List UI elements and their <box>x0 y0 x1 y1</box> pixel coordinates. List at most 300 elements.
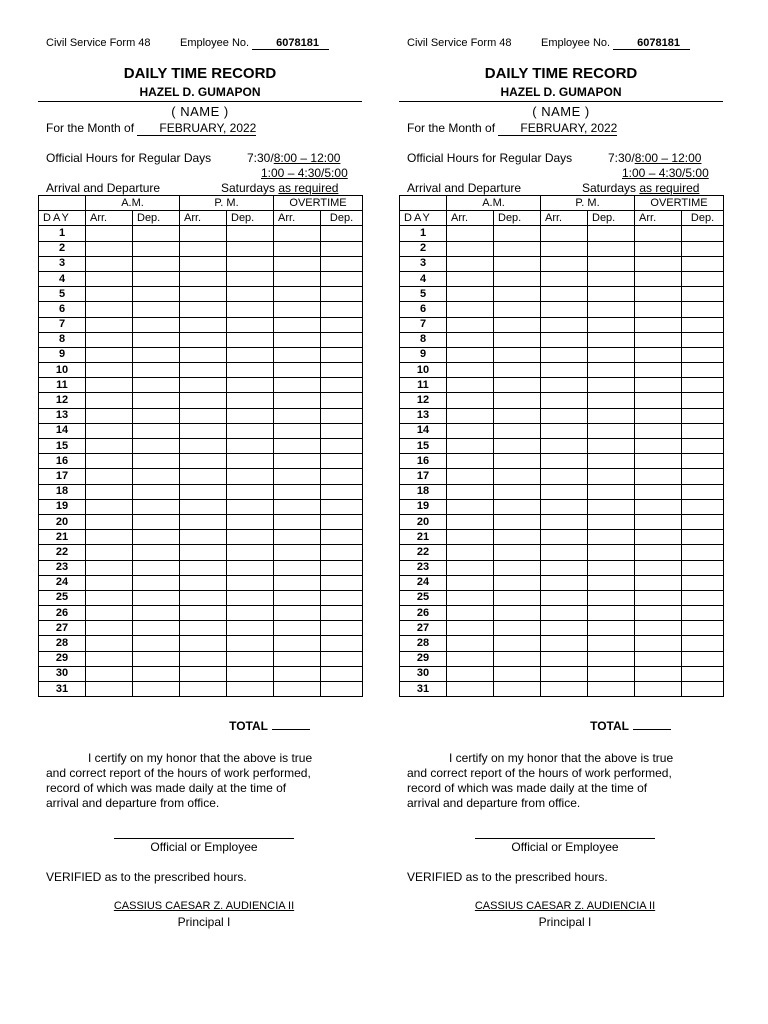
ot-arr-cell[interactable] <box>274 469 321 484</box>
pm-dep-cell[interactable] <box>588 606 635 621</box>
ot-dep-cell[interactable] <box>321 439 363 454</box>
pm-arr-cell[interactable] <box>541 651 588 666</box>
am-arr-cell[interactable] <box>86 530 133 545</box>
pm-arr-cell[interactable] <box>541 499 588 514</box>
total-blank[interactable] <box>633 719 671 730</box>
am-dep-cell[interactable] <box>494 606 541 621</box>
am-arr-cell[interactable] <box>86 590 133 605</box>
ot-dep-cell[interactable] <box>682 363 724 378</box>
pm-dep-cell[interactable] <box>227 499 274 514</box>
pm-arr-cell[interactable] <box>541 636 588 651</box>
ot-arr-cell[interactable] <box>635 514 682 529</box>
pm-dep-cell[interactable] <box>588 271 635 286</box>
am-dep-cell[interactable] <box>494 423 541 438</box>
pm-arr-cell[interactable] <box>180 682 227 697</box>
pm-arr-cell[interactable] <box>180 271 227 286</box>
pm-dep-cell[interactable] <box>588 560 635 575</box>
ot-arr-cell[interactable] <box>274 454 321 469</box>
am-arr-cell[interactable] <box>86 302 133 317</box>
am-dep-cell[interactable] <box>133 317 180 332</box>
ot-arr-cell[interactable] <box>635 682 682 697</box>
pm-dep-cell[interactable] <box>227 226 274 241</box>
pm-arr-cell[interactable] <box>541 378 588 393</box>
am-arr-cell[interactable] <box>447 271 494 286</box>
am-arr-cell[interactable] <box>447 636 494 651</box>
pm-arr-cell[interactable] <box>180 590 227 605</box>
am-dep-cell[interactable] <box>494 287 541 302</box>
pm-dep-cell[interactable] <box>227 454 274 469</box>
pm-dep-cell[interactable] <box>227 651 274 666</box>
pm-arr-cell[interactable] <box>180 226 227 241</box>
signature-line[interactable] <box>114 838 294 839</box>
am-dep-cell[interactable] <box>494 514 541 529</box>
ot-dep-cell[interactable] <box>321 666 363 681</box>
ot-dep-cell[interactable] <box>321 590 363 605</box>
am-arr-cell[interactable] <box>86 317 133 332</box>
am-dep-cell[interactable] <box>133 499 180 514</box>
pm-dep-cell[interactable] <box>588 590 635 605</box>
ot-arr-cell[interactable] <box>635 287 682 302</box>
am-dep-cell[interactable] <box>133 469 180 484</box>
ot-arr-cell[interactable] <box>274 302 321 317</box>
pm-dep-cell[interactable] <box>227 393 274 408</box>
ot-dep-cell[interactable] <box>682 287 724 302</box>
ot-dep-cell[interactable] <box>321 682 363 697</box>
pm-dep-cell[interactable] <box>227 423 274 438</box>
pm-dep-cell[interactable] <box>227 408 274 423</box>
am-dep-cell[interactable] <box>494 378 541 393</box>
ot-dep-cell[interactable] <box>682 651 724 666</box>
am-dep-cell[interactable] <box>133 287 180 302</box>
ot-dep-cell[interactable] <box>321 317 363 332</box>
pm-arr-cell[interactable] <box>180 317 227 332</box>
pm-arr-cell[interactable] <box>541 393 588 408</box>
pm-dep-cell[interactable] <box>227 256 274 271</box>
am-dep-cell[interactable] <box>494 226 541 241</box>
ot-dep-cell[interactable] <box>321 408 363 423</box>
pm-arr-cell[interactable] <box>541 226 588 241</box>
am-arr-cell[interactable] <box>447 256 494 271</box>
total-blank[interactable] <box>272 719 310 730</box>
am-dep-cell[interactable] <box>133 423 180 438</box>
am-arr-cell[interactable] <box>447 484 494 499</box>
am-dep-cell[interactable] <box>133 439 180 454</box>
pm-arr-cell[interactable] <box>541 545 588 560</box>
ot-arr-cell[interactable] <box>274 666 321 681</box>
ot-arr-cell[interactable] <box>274 226 321 241</box>
ot-arr-cell[interactable] <box>274 499 321 514</box>
pm-arr-cell[interactable] <box>541 347 588 362</box>
ot-dep-cell[interactable] <box>682 378 724 393</box>
am-dep-cell[interactable] <box>133 484 180 499</box>
am-dep-cell[interactable] <box>494 682 541 697</box>
ot-arr-cell[interactable] <box>274 651 321 666</box>
am-arr-cell[interactable] <box>447 378 494 393</box>
pm-arr-cell[interactable] <box>541 408 588 423</box>
am-arr-cell[interactable] <box>86 256 133 271</box>
am-dep-cell[interactable] <box>494 256 541 271</box>
pm-arr-cell[interactable] <box>180 469 227 484</box>
pm-dep-cell[interactable] <box>227 347 274 362</box>
am-dep-cell[interactable] <box>494 651 541 666</box>
ot-arr-cell[interactable] <box>635 332 682 347</box>
am-arr-cell[interactable] <box>447 393 494 408</box>
ot-arr-cell[interactable] <box>635 621 682 636</box>
ot-arr-cell[interactable] <box>635 454 682 469</box>
pm-dep-cell[interactable] <box>588 393 635 408</box>
ot-arr-cell[interactable] <box>635 317 682 332</box>
pm-arr-cell[interactable] <box>180 287 227 302</box>
am-dep-cell[interactable] <box>133 606 180 621</box>
ot-dep-cell[interactable] <box>321 514 363 529</box>
am-arr-cell[interactable] <box>86 363 133 378</box>
pm-dep-cell[interactable] <box>227 621 274 636</box>
pm-dep-cell[interactable] <box>227 606 274 621</box>
ot-arr-cell[interactable] <box>274 271 321 286</box>
pm-arr-cell[interactable] <box>541 666 588 681</box>
ot-dep-cell[interactable] <box>321 484 363 499</box>
pm-arr-cell[interactable] <box>541 423 588 438</box>
am-arr-cell[interactable] <box>86 636 133 651</box>
am-dep-cell[interactable] <box>494 484 541 499</box>
am-arr-cell[interactable] <box>86 423 133 438</box>
ot-dep-cell[interactable] <box>682 241 724 256</box>
ot-arr-cell[interactable] <box>635 575 682 590</box>
pm-arr-cell[interactable] <box>180 606 227 621</box>
ot-arr-cell[interactable] <box>635 530 682 545</box>
pm-arr-cell[interactable] <box>180 651 227 666</box>
am-arr-cell[interactable] <box>447 666 494 681</box>
ot-arr-cell[interactable] <box>635 590 682 605</box>
ot-arr-cell[interactable] <box>274 530 321 545</box>
am-arr-cell[interactable] <box>86 651 133 666</box>
ot-dep-cell[interactable] <box>321 347 363 362</box>
ot-arr-cell[interactable] <box>274 241 321 256</box>
ot-arr-cell[interactable] <box>635 606 682 621</box>
pm-arr-cell[interactable] <box>541 454 588 469</box>
am-dep-cell[interactable] <box>133 241 180 256</box>
pm-dep-cell[interactable] <box>588 682 635 697</box>
ot-arr-cell[interactable] <box>635 666 682 681</box>
pm-dep-cell[interactable] <box>588 347 635 362</box>
pm-arr-cell[interactable] <box>541 484 588 499</box>
am-dep-cell[interactable] <box>133 363 180 378</box>
ot-arr-cell[interactable] <box>274 636 321 651</box>
pm-dep-cell[interactable] <box>588 226 635 241</box>
am-dep-cell[interactable] <box>133 378 180 393</box>
am-dep-cell[interactable] <box>494 408 541 423</box>
pm-dep-cell[interactable] <box>588 256 635 271</box>
pm-arr-cell[interactable] <box>541 332 588 347</box>
pm-arr-cell[interactable] <box>541 575 588 590</box>
ot-arr-cell[interactable] <box>274 484 321 499</box>
ot-dep-cell[interactable] <box>321 560 363 575</box>
ot-arr-cell[interactable] <box>635 636 682 651</box>
ot-dep-cell[interactable] <box>321 256 363 271</box>
pm-dep-cell[interactable] <box>588 317 635 332</box>
am-dep-cell[interactable] <box>494 241 541 256</box>
ot-arr-cell[interactable] <box>635 241 682 256</box>
am-arr-cell[interactable] <box>86 287 133 302</box>
pm-dep-cell[interactable] <box>588 469 635 484</box>
pm-arr-cell[interactable] <box>180 560 227 575</box>
pm-dep-cell[interactable] <box>588 621 635 636</box>
pm-arr-cell[interactable] <box>541 317 588 332</box>
am-dep-cell[interactable] <box>494 499 541 514</box>
pm-arr-cell[interactable] <box>541 621 588 636</box>
am-arr-cell[interactable] <box>86 347 133 362</box>
am-arr-cell[interactable] <box>447 606 494 621</box>
ot-dep-cell[interactable] <box>682 454 724 469</box>
am-dep-cell[interactable] <box>133 332 180 347</box>
ot-arr-cell[interactable] <box>635 423 682 438</box>
am-arr-cell[interactable] <box>86 560 133 575</box>
ot-dep-cell[interactable] <box>321 575 363 590</box>
pm-arr-cell[interactable] <box>541 590 588 605</box>
am-dep-cell[interactable] <box>494 530 541 545</box>
am-dep-cell[interactable] <box>133 560 180 575</box>
pm-arr-cell[interactable] <box>541 682 588 697</box>
am-arr-cell[interactable] <box>86 621 133 636</box>
am-dep-cell[interactable] <box>494 439 541 454</box>
pm-arr-cell[interactable] <box>180 514 227 529</box>
am-arr-cell[interactable] <box>86 378 133 393</box>
pm-dep-cell[interactable] <box>227 666 274 681</box>
ot-arr-cell[interactable] <box>635 347 682 362</box>
pm-dep-cell[interactable] <box>227 439 274 454</box>
pm-arr-cell[interactable] <box>180 332 227 347</box>
am-arr-cell[interactable] <box>447 363 494 378</box>
pm-dep-cell[interactable] <box>227 302 274 317</box>
pm-dep-cell[interactable] <box>227 682 274 697</box>
am-dep-cell[interactable] <box>133 682 180 697</box>
ot-dep-cell[interactable] <box>321 530 363 545</box>
am-dep-cell[interactable] <box>133 651 180 666</box>
ot-dep-cell[interactable] <box>321 271 363 286</box>
pm-arr-cell[interactable] <box>541 560 588 575</box>
ot-dep-cell[interactable] <box>682 621 724 636</box>
am-arr-cell[interactable] <box>86 241 133 256</box>
ot-dep-cell[interactable] <box>321 545 363 560</box>
pm-dep-cell[interactable] <box>227 560 274 575</box>
pm-dep-cell[interactable] <box>588 241 635 256</box>
pm-arr-cell[interactable] <box>180 302 227 317</box>
ot-dep-cell[interactable] <box>682 226 724 241</box>
am-arr-cell[interactable] <box>447 621 494 636</box>
ot-dep-cell[interactable] <box>321 332 363 347</box>
am-dep-cell[interactable] <box>494 621 541 636</box>
am-dep-cell[interactable] <box>494 317 541 332</box>
ot-arr-cell[interactable] <box>274 682 321 697</box>
am-dep-cell[interactable] <box>494 469 541 484</box>
ot-dep-cell[interactable] <box>321 226 363 241</box>
ot-dep-cell[interactable] <box>682 499 724 514</box>
am-arr-cell[interactable] <box>86 469 133 484</box>
am-dep-cell[interactable] <box>494 545 541 560</box>
ot-arr-cell[interactable] <box>635 226 682 241</box>
ot-dep-cell[interactable] <box>682 514 724 529</box>
am-arr-cell[interactable] <box>447 317 494 332</box>
am-arr-cell[interactable] <box>447 651 494 666</box>
am-arr-cell[interactable] <box>447 499 494 514</box>
am-dep-cell[interactable] <box>133 408 180 423</box>
ot-dep-cell[interactable] <box>321 363 363 378</box>
am-arr-cell[interactable] <box>86 666 133 681</box>
am-dep-cell[interactable] <box>133 590 180 605</box>
am-arr-cell[interactable] <box>86 271 133 286</box>
ot-dep-cell[interactable] <box>682 317 724 332</box>
signature-line[interactable] <box>475 838 655 839</box>
am-arr-cell[interactable] <box>447 423 494 438</box>
am-arr-cell[interactable] <box>86 484 133 499</box>
ot-dep-cell[interactable] <box>682 666 724 681</box>
pm-arr-cell[interactable] <box>180 241 227 256</box>
ot-dep-cell[interactable] <box>682 682 724 697</box>
am-dep-cell[interactable] <box>494 636 541 651</box>
pm-dep-cell[interactable] <box>588 332 635 347</box>
ot-dep-cell[interactable] <box>321 606 363 621</box>
pm-dep-cell[interactable] <box>588 287 635 302</box>
pm-dep-cell[interactable] <box>588 484 635 499</box>
pm-arr-cell[interactable] <box>180 484 227 499</box>
ot-arr-cell[interactable] <box>274 347 321 362</box>
pm-dep-cell[interactable] <box>588 378 635 393</box>
am-arr-cell[interactable] <box>447 439 494 454</box>
am-arr-cell[interactable] <box>447 454 494 469</box>
am-dep-cell[interactable] <box>133 575 180 590</box>
ot-dep-cell[interactable] <box>682 408 724 423</box>
pm-dep-cell[interactable] <box>588 302 635 317</box>
am-dep-cell[interactable] <box>133 545 180 560</box>
pm-arr-cell[interactable] <box>180 575 227 590</box>
am-dep-cell[interactable] <box>494 347 541 362</box>
ot-arr-cell[interactable] <box>635 256 682 271</box>
pm-dep-cell[interactable] <box>588 408 635 423</box>
ot-dep-cell[interactable] <box>682 484 724 499</box>
am-dep-cell[interactable] <box>494 332 541 347</box>
ot-dep-cell[interactable] <box>682 256 724 271</box>
ot-arr-cell[interactable] <box>274 363 321 378</box>
pm-dep-cell[interactable] <box>588 545 635 560</box>
ot-dep-cell[interactable] <box>682 347 724 362</box>
pm-arr-cell[interactable] <box>180 621 227 636</box>
am-arr-cell[interactable] <box>86 454 133 469</box>
ot-dep-cell[interactable] <box>321 302 363 317</box>
am-arr-cell[interactable] <box>447 514 494 529</box>
am-arr-cell[interactable] <box>447 302 494 317</box>
pm-arr-cell[interactable] <box>180 499 227 514</box>
pm-arr-cell[interactable] <box>541 514 588 529</box>
am-arr-cell[interactable] <box>86 682 133 697</box>
ot-dep-cell[interactable] <box>682 332 724 347</box>
pm-arr-cell[interactable] <box>180 378 227 393</box>
am-dep-cell[interactable] <box>133 454 180 469</box>
ot-dep-cell[interactable] <box>321 454 363 469</box>
ot-dep-cell[interactable] <box>682 530 724 545</box>
am-dep-cell[interactable] <box>133 302 180 317</box>
ot-arr-cell[interactable] <box>635 393 682 408</box>
ot-arr-cell[interactable] <box>274 575 321 590</box>
pm-arr-cell[interactable] <box>541 256 588 271</box>
pm-arr-cell[interactable] <box>541 606 588 621</box>
ot-arr-cell[interactable] <box>274 408 321 423</box>
ot-dep-cell[interactable] <box>682 423 724 438</box>
ot-dep-cell[interactable] <box>321 499 363 514</box>
pm-dep-cell[interactable] <box>227 241 274 256</box>
am-arr-cell[interactable] <box>447 226 494 241</box>
ot-arr-cell[interactable] <box>635 499 682 514</box>
pm-dep-cell[interactable] <box>227 469 274 484</box>
ot-dep-cell[interactable] <box>321 287 363 302</box>
pm-arr-cell[interactable] <box>541 287 588 302</box>
pm-arr-cell[interactable] <box>541 302 588 317</box>
pm-arr-cell[interactable] <box>541 241 588 256</box>
am-dep-cell[interactable] <box>133 514 180 529</box>
pm-dep-cell[interactable] <box>588 575 635 590</box>
pm-dep-cell[interactable] <box>227 545 274 560</box>
am-arr-cell[interactable] <box>86 545 133 560</box>
pm-dep-cell[interactable] <box>227 332 274 347</box>
am-arr-cell[interactable] <box>86 393 133 408</box>
am-arr-cell[interactable] <box>447 241 494 256</box>
am-arr-cell[interactable] <box>86 575 133 590</box>
am-arr-cell[interactable] <box>447 469 494 484</box>
pm-dep-cell[interactable] <box>588 651 635 666</box>
am-arr-cell[interactable] <box>447 545 494 560</box>
ot-dep-cell[interactable] <box>321 621 363 636</box>
pm-arr-cell[interactable] <box>541 271 588 286</box>
pm-dep-cell[interactable] <box>588 423 635 438</box>
ot-dep-cell[interactable] <box>682 606 724 621</box>
am-dep-cell[interactable] <box>133 530 180 545</box>
ot-arr-cell[interactable] <box>635 302 682 317</box>
am-arr-cell[interactable] <box>447 682 494 697</box>
ot-arr-cell[interactable] <box>274 423 321 438</box>
pm-dep-cell[interactable] <box>227 484 274 499</box>
am-arr-cell[interactable] <box>86 439 133 454</box>
am-arr-cell[interactable] <box>447 287 494 302</box>
pm-arr-cell[interactable] <box>180 423 227 438</box>
am-dep-cell[interactable] <box>494 271 541 286</box>
am-dep-cell[interactable] <box>133 666 180 681</box>
ot-arr-cell[interactable] <box>274 256 321 271</box>
pm-arr-cell[interactable] <box>180 256 227 271</box>
ot-arr-cell[interactable] <box>274 621 321 636</box>
ot-dep-cell[interactable] <box>682 302 724 317</box>
pm-dep-cell[interactable] <box>588 530 635 545</box>
am-arr-cell[interactable] <box>86 226 133 241</box>
pm-arr-cell[interactable] <box>180 545 227 560</box>
ot-arr-cell[interactable] <box>635 651 682 666</box>
pm-arr-cell[interactable] <box>541 530 588 545</box>
pm-arr-cell[interactable] <box>180 530 227 545</box>
am-dep-cell[interactable] <box>133 347 180 362</box>
pm-arr-cell[interactable] <box>180 363 227 378</box>
ot-arr-cell[interactable] <box>635 378 682 393</box>
ot-arr-cell[interactable] <box>274 439 321 454</box>
ot-arr-cell[interactable] <box>274 560 321 575</box>
ot-arr-cell[interactable] <box>635 439 682 454</box>
ot-dep-cell[interactable] <box>682 469 724 484</box>
ot-arr-cell[interactable] <box>274 393 321 408</box>
ot-arr-cell[interactable] <box>635 545 682 560</box>
pm-dep-cell[interactable] <box>227 514 274 529</box>
am-arr-cell[interactable] <box>86 606 133 621</box>
am-arr-cell[interactable] <box>447 347 494 362</box>
pm-dep-cell[interactable] <box>588 666 635 681</box>
ot-dep-cell[interactable] <box>321 378 363 393</box>
pm-arr-cell[interactable] <box>180 666 227 681</box>
